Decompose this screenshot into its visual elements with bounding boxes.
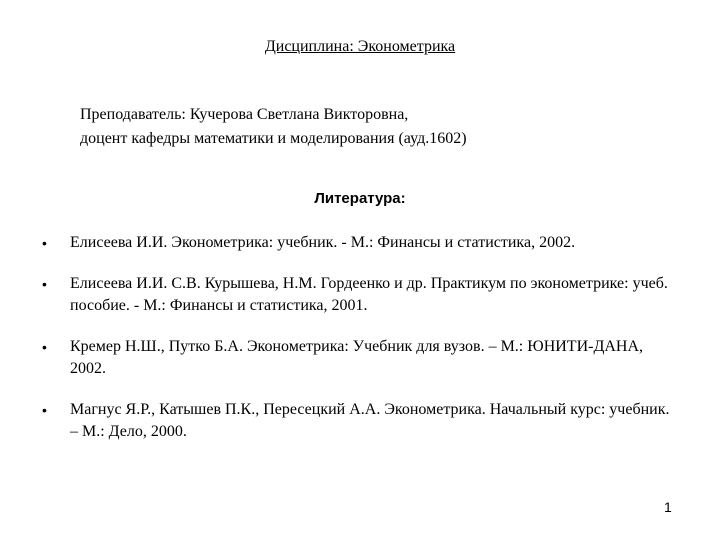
literature-list bbox=[40, 232, 680, 462]
reference-text: Елисеева И.И. С.В. Курышева, Н.М. Гордеенко и др. Практикум по эконометрике: учеб. пособие. - М.: Финансы и статистика, 2001. bbox=[70, 275, 668, 314]
bullet-icon: • bbox=[42, 339, 47, 355]
list-item bbox=[40, 399, 680, 443]
reference-text: Елисеева И.И. Эконометрика: учебник. - М.: Финансы и статистика, 2002. bbox=[70, 234, 576, 251]
reference-text: Кремер Н.Ш., Путко Б.А. Эконометрика: Учебник для вузов. – М.: ЮНИТИ-ДАНА, 2002. bbox=[70, 338, 644, 377]
lecturer-info bbox=[80, 103, 467, 151]
discipline-title: Дисциплина: Эконометрика bbox=[264, 38, 456, 55]
literature-heading: Литература: bbox=[314, 190, 406, 207]
bullet-icon: • bbox=[42, 235, 47, 251]
list-item bbox=[40, 336, 680, 380]
list-item bbox=[40, 273, 680, 317]
page-number: 1 bbox=[664, 499, 672, 515]
lecturer-name-line: Преподаватель: Кучерова Светлана Викторовна, bbox=[80, 106, 409, 123]
reference-text: Магнус Я.Р., Катышев П.К., Пересецкий А.А. Эконометрика. Начальный курс: учебник. – М.: Дело, 2000. bbox=[70, 401, 670, 440]
lecturer-position-line: доцент кафедры математики и моделирования (ауд.1602) bbox=[80, 130, 467, 147]
bullet-icon: • bbox=[42, 276, 47, 292]
bullet-icon: • bbox=[42, 402, 47, 418]
list-item bbox=[40, 232, 680, 254]
